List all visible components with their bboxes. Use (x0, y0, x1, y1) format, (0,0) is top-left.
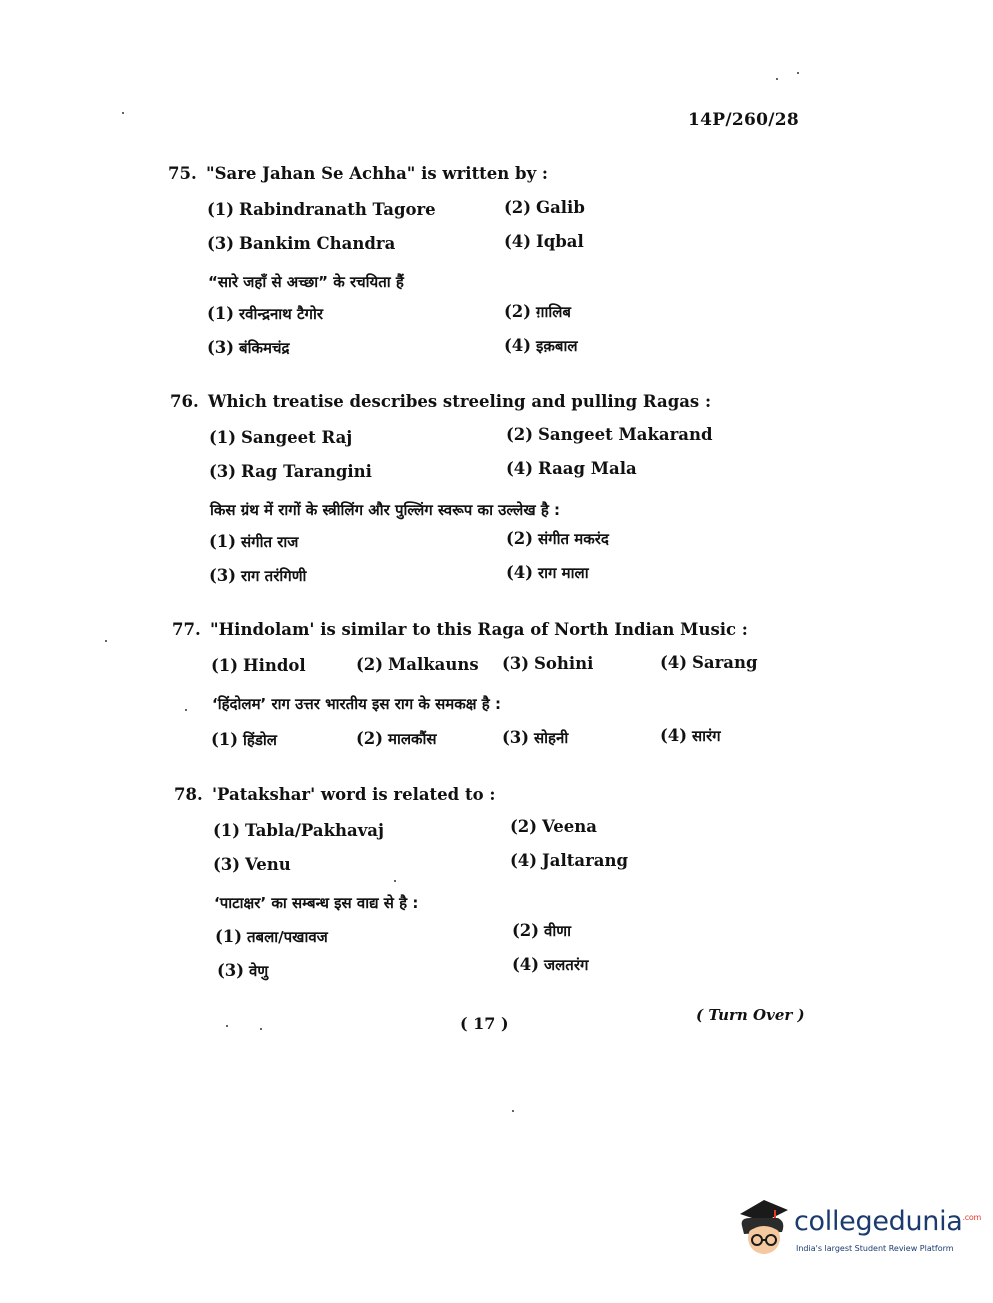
question-text-hi: किस ग्रंथ में रागों के स्त्रीलिंग और पुल्लिंग स्वरूप का उल्लेख है : (210, 501, 561, 519)
question-text-en: "Sare Jahan Se Achha" is written by : (206, 164, 549, 183)
logo-wordmark: collegedunia$^{.com}$ (794, 1206, 981, 1237)
option-4-en: (4) Iqbal (504, 232, 584, 251)
option-3-hi: (3) सोहनी (502, 728, 569, 747)
question-text-en: 'Patakshar' word is related to : (212, 785, 496, 804)
option-3-hi: (3) वेणु (217, 961, 269, 980)
option-1-en: (1) Hindol (211, 656, 306, 675)
mascot-icon (734, 1196, 794, 1258)
scan-speck (797, 72, 799, 74)
option-4-en: (4) Raag Mala (506, 459, 637, 478)
question-text-hi: ‘पाटाक्षर’ का सम्बन्ध इस वाद्य से है : (214, 894, 419, 912)
scan-speck (226, 1025, 228, 1027)
option-4-hi: (4) राग माला (506, 563, 589, 582)
option-2-en: (2) Sangeet Makarand (506, 425, 713, 444)
scan-speck (394, 880, 396, 882)
option-2-hi: (2) संगीत मकरंद (506, 529, 609, 548)
option-1-en: (1) Tabla/Pakhavaj (213, 821, 384, 840)
option-4-hi: (4) जलतरंग (512, 955, 589, 974)
option-2-hi: (2) ग़ालिब (504, 302, 571, 321)
option-2-en: (2) Malkauns (356, 655, 479, 674)
question-number: 76. (170, 392, 199, 411)
option-2-hi: (2) वीणा (512, 921, 571, 940)
question-number: 77. (172, 620, 201, 639)
question-number: 75. (168, 164, 197, 183)
option-3-hi: (3) राग तरंगिणी (209, 566, 307, 585)
collegedunia-logo (734, 1196, 981, 1266)
option-3-en: (3) Rag Tarangini (209, 462, 372, 481)
option-4-en: (4) Sarang (660, 653, 758, 672)
option-4-hi: (4) सारंग (660, 726, 721, 745)
scan-speck (512, 1110, 514, 1112)
option-2-en: (2) Galib (504, 198, 585, 217)
scan-speck (260, 1028, 262, 1030)
option-4-en: (4) Jaltarang (510, 851, 628, 870)
question-number: 78. (174, 785, 203, 804)
paper-code: 14P/260/28 (688, 110, 800, 130)
turn-over-note: ( Turn Over ) (696, 1006, 805, 1024)
scan-speck (185, 709, 187, 711)
option-4-hi: (4) इक़बाल (504, 336, 578, 355)
scan-speck (776, 78, 778, 80)
option-1-hi: (1) हिंडोल (211, 730, 277, 749)
option-1-hi: (1) रवीन्द्रनाथ टैगोर (207, 304, 324, 323)
option-3-en: (3) Bankim Chandra (207, 234, 396, 253)
option-2-hi: (2) मालकौंस (356, 729, 437, 748)
option-1-hi: (1) संगीत राज (209, 532, 299, 551)
question-text-hi: ‘हिंदोलम’ राग उत्तर भारतीय इस राग के समकक्ष है : (212, 695, 501, 713)
question-text-en: Which treatise describes streeling and pulling Ragas : (208, 392, 712, 411)
option-1-hi: (1) तबला/पखावज (215, 927, 328, 946)
option-3-en: (3) Venu (213, 855, 291, 874)
scan-speck (105, 640, 107, 642)
question-text-en: "Hindolam' is similar to this Raga of North Indian Music : (210, 620, 748, 639)
page-number: ( 17 ) (460, 1014, 509, 1033)
option-1-en: (1) Rabindranath Tagore (207, 200, 436, 219)
option-3-en: (3) Sohini (502, 654, 594, 673)
option-3-hi: (3) बंकिमचंद्र (207, 338, 290, 357)
option-1-en: (1) Sangeet Raj (209, 428, 353, 447)
logo-tagline: India's largest Student Review Platform (796, 1244, 954, 1253)
question-text-hi: “सारे जहाँ से अच्छा” के रचयिता हैं (208, 273, 404, 291)
option-2-en: (2) Veena (510, 817, 597, 836)
scan-speck (122, 112, 124, 114)
